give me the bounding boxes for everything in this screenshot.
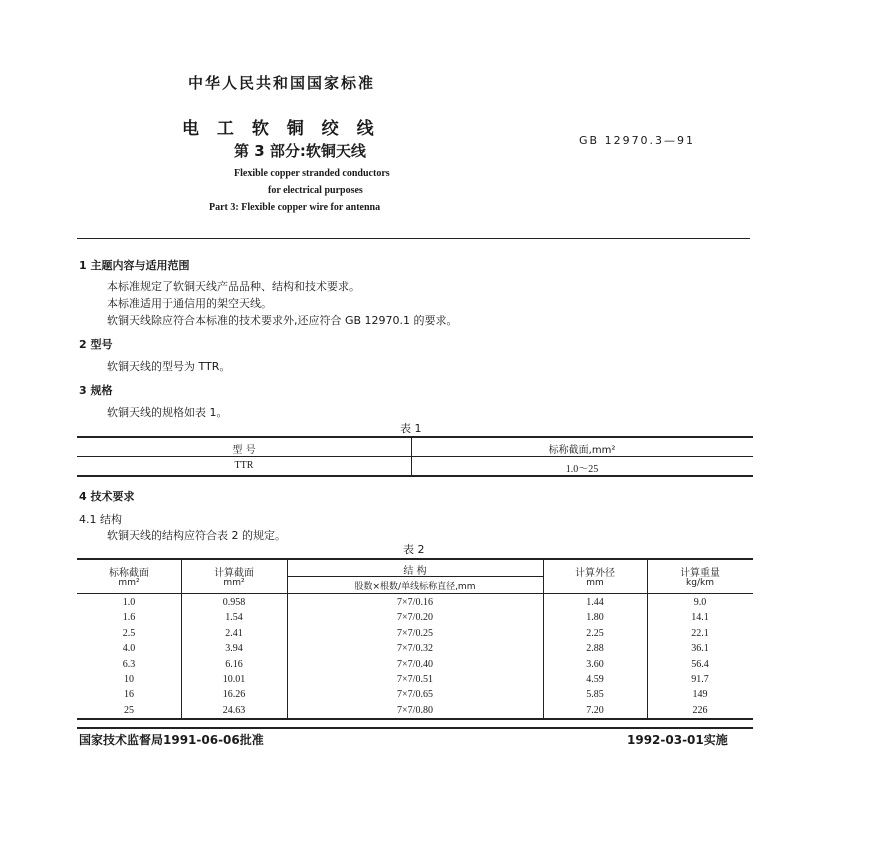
table-2-header-weight: 计算重量 — [680, 568, 720, 579]
table-2-cell-calc: 24.63 — [222, 705, 246, 716]
table-2-cell-diameter: 3.60 — [586, 659, 604, 670]
table-2-cell-diameter: 2.25 — [586, 628, 604, 639]
table-1-cell-model: TTR — [234, 460, 254, 471]
footer-divider — [77, 727, 753, 729]
table-2-cell-structure: 7×7/0.16 — [397, 597, 433, 608]
table-2-header-diameter: 计算外径 — [575, 568, 615, 579]
table-2-cell-weight: 56.4 — [691, 659, 709, 670]
english-title-line3: Part 3: Flexible copper wire for antenna — [209, 202, 381, 213]
table-2-header-structure-detail: 股数×根数/单线标称直径,mm — [354, 582, 476, 592]
table-2-header-structure: 结 构 — [403, 566, 427, 577]
table-2-cell-structure: 7×7/0.20 — [397, 612, 433, 623]
section-3-paragraph: 软铜天线的规格如表 1。 — [107, 406, 228, 419]
table-2-cell-diameter: 5.85 — [586, 689, 604, 700]
table-2-cell-calc: 3.94 — [225, 643, 243, 654]
section-1-paragraph-2: 本标准适用于通信用的架空天线。 — [107, 297, 272, 310]
table-2-cell-weight: 14.1 — [691, 612, 709, 623]
table-2-cell-weight: 22.1 — [691, 628, 709, 639]
table-2-cell-nominal: 6.3 — [122, 659, 136, 670]
table-2-header-weight-unit: kg/km — [686, 578, 714, 588]
english-title-line2: for electrical purposes — [268, 185, 363, 196]
table-2-header-nominal-unit: mm² — [118, 578, 140, 588]
header-divider — [77, 238, 750, 239]
national-standard-heading: 中华人民共和国国家标准 — [188, 74, 376, 92]
implementation-date: 1992-03-01实施 — [627, 733, 728, 747]
section-1-heading: 1 主题内容与适用范围 — [79, 259, 190, 272]
table-2-header-diameter-unit: mm — [586, 578, 604, 588]
table-2-cell-diameter: 7.20 — [586, 705, 604, 716]
table-2-cell-structure: 7×7/0.32 — [397, 643, 433, 654]
table-2-cell-structure: 7×7/0.80 — [397, 705, 433, 716]
standard-code: GB 12970.3—91 — [579, 134, 696, 147]
table-2-cell-nominal: 25 — [124, 705, 134, 716]
table-2-cell-calc: 16.26 — [222, 689, 246, 700]
english-title-line1: Flexible copper stranded conductors — [234, 168, 390, 179]
table-2-cell-structure: 7×7/0.65 — [397, 689, 433, 700]
table-2-cell-nominal: 10 — [124, 674, 134, 685]
table-2-cell-calc: 10.01 — [222, 674, 246, 685]
table-2-cell-diameter: 4.59 — [586, 674, 604, 685]
approval-date: 国家技术监督局1991-06-06批准 — [79, 733, 264, 747]
document-subtitle: 第 3 部分:软铜天线 — [234, 142, 366, 160]
section-4-heading: 4 技术要求 — [79, 490, 135, 503]
section-1-paragraph-1: 本标准规定了软铜天线产品品种、结构和技术要求。 — [107, 280, 360, 293]
table-2-cell-nominal: 2.5 — [122, 628, 136, 639]
table-1-header-model: 型 号 — [232, 445, 256, 456]
section-1-paragraph-3: 软铜天线除应符合本标准的技术要求外,还应符合 GB 12970.1 的要求。 — [107, 314, 458, 327]
document-title: 电 工 软 铜 绞 线 — [182, 119, 380, 139]
section-2-heading: 2 型号 — [79, 338, 113, 351]
table-2-cell-diameter: 1.44 — [586, 597, 604, 608]
table-2-cell-calc: 2.41 — [225, 628, 243, 639]
table-2-cell-calc: 1.54 — [225, 612, 243, 623]
table-1-cell-section: 1.0～25 — [565, 464, 599, 475]
table-2-cell-diameter: 1.80 — [586, 612, 604, 623]
section-4-1-heading: 4.1 结构 — [79, 513, 122, 526]
table-2-cell-weight: 149 — [692, 689, 708, 700]
table-2-header-nominal: 标称截面 — [109, 568, 149, 579]
table-2-cell-nominal: 16 — [124, 689, 134, 700]
table-2-header-calc-unit: mm² — [223, 578, 245, 588]
table-2-cell-calc: 0.958 — [222, 597, 246, 608]
table-2-cell-nominal: 4.0 — [122, 643, 136, 654]
section-2-paragraph: 软铜天线的型号为 TTR。 — [107, 360, 231, 373]
table-2-cell-weight: 9.0 — [693, 597, 707, 608]
table-1-caption: 表 1 — [400, 422, 422, 435]
table-1-header-section: 标称截面,mm² — [548, 445, 616, 456]
table-2-cell-weight: 36.1 — [691, 643, 709, 654]
table-2-header-calc: 计算截面 — [214, 568, 254, 579]
table-2-cell-nominal: 1.6 — [122, 612, 136, 623]
table-2-cell-calc: 6.16 — [225, 659, 243, 670]
section-4-1-paragraph: 软铜天线的结构应符合表 2 的规定。 — [107, 529, 286, 542]
table-2-cell-weight: 91.7 — [691, 674, 709, 685]
table-2-cell-weight: 226 — [692, 705, 708, 716]
table-2-cell-structure: 7×7/0.25 — [397, 628, 433, 639]
table-2-cell-structure: 7×7/0.51 — [397, 674, 433, 685]
table-2-cell-diameter: 2.88 — [586, 643, 604, 654]
table-2-caption: 表 2 — [403, 543, 425, 556]
table-2-cell-structure: 7×7/0.40 — [397, 659, 433, 670]
table-2-cell-nominal: 1.0 — [122, 597, 136, 608]
section-3-heading: 3 规格 — [79, 384, 113, 397]
